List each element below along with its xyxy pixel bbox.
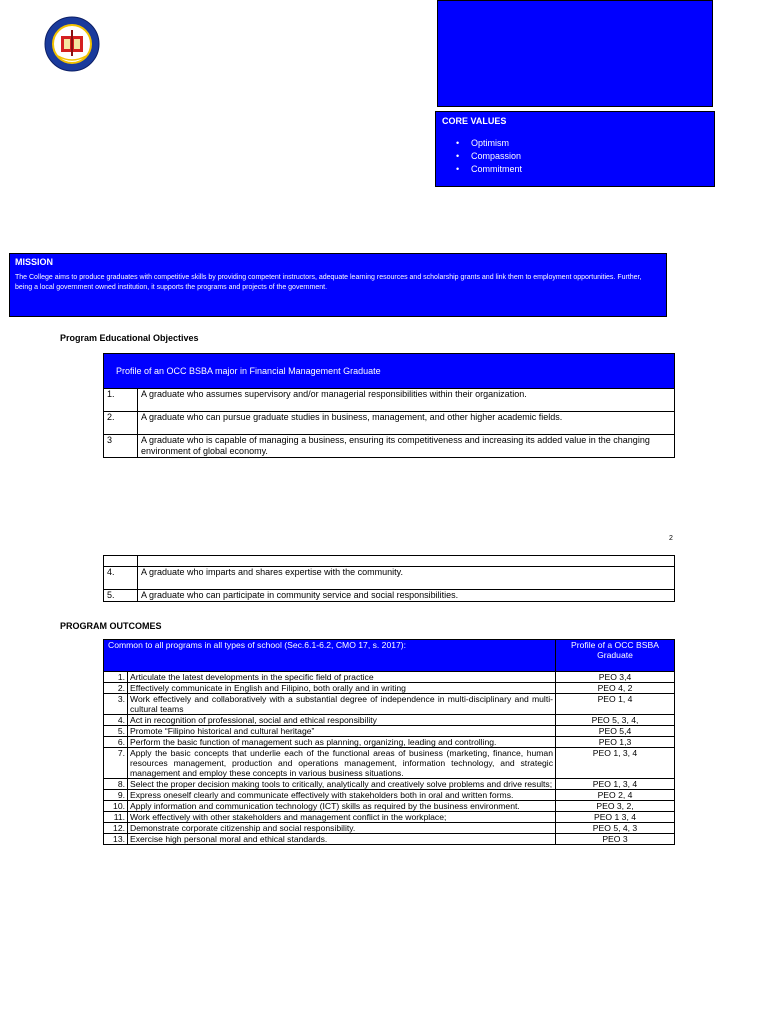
po-num: 9. [104, 790, 128, 801]
po-header-right: Profile of a OCC BSBA Graduate [556, 640, 675, 672]
po-header-left: Common to all programs in all types of school (Sec.6.1-6.2, CMO 17, s. 2017): [104, 640, 556, 672]
peo-num: 1. [104, 389, 138, 412]
po-text: Work effectively with other stakeholders and management conflict in the workplace; [128, 812, 556, 823]
peo-text [138, 556, 675, 567]
table-row [104, 683, 675, 694]
po-text: Perform the basic function of management such as planning, organizing, leading and controlling. [128, 737, 556, 748]
po-num: 1. [104, 672, 128, 683]
table-row [104, 435, 675, 458]
peo-table-header-row [104, 354, 675, 389]
po-text: Apply the basic concepts that underlie each of the functional areas of business (marketing, finance, human resources management, production and operations management, information technology, and strategic management and employ these concepts in various business situations. [128, 748, 556, 779]
mission-box [9, 253, 667, 317]
po-num: 3. [104, 694, 128, 715]
po-peo: PEO 5, 3, 4, [556, 715, 675, 726]
po-num: 4. [104, 715, 128, 726]
peo-text: A graduate who assumes supervisory and/or managerial responsibilities within their organization. [138, 389, 675, 412]
core-values-list [456, 137, 522, 176]
peo-continued-table [103, 555, 675, 602]
peo-text: A graduate who can pursue graduate studies in business, management, and other higher academic fields. [138, 412, 675, 435]
table-row [104, 567, 675, 590]
po-text: Promote “Filipino historical and cultural heritage” [128, 726, 556, 737]
header-blue-panel [437, 0, 713, 107]
po-peo: PEO 3,4 [556, 672, 675, 683]
peo-num: 2. [104, 412, 138, 435]
table-row [104, 823, 675, 834]
table-row [104, 779, 675, 790]
po-peo: PEO 1, 3, 4 [556, 779, 675, 790]
peo-text: A graduate who can participate in community service and social responsibilities. [138, 590, 675, 602]
table-row [104, 737, 675, 748]
college-seal-logo [44, 16, 100, 72]
table-row [104, 556, 675, 567]
program-outcomes-heading: PROGRAM OUTCOMES [60, 621, 162, 631]
po-num: 12. [104, 823, 128, 834]
po-num: 8. [104, 779, 128, 790]
po-text: Express oneself clearly and communicate effectively with stakeholders both in oral and written forms. [128, 790, 556, 801]
table-row [104, 812, 675, 823]
po-peo: PEO 1, 3, 4 [556, 748, 675, 779]
po-peo: PEO 5,4 [556, 726, 675, 737]
page-number: 2 [669, 535, 673, 542]
po-peo: PEO 2, 4 [556, 790, 675, 801]
peo-text: A graduate who imparts and shares expertise with the community. [138, 567, 675, 590]
po-num: 10. [104, 801, 128, 812]
po-peo: PEO 1, 4 [556, 694, 675, 715]
po-text: Apply information and communication technology (ICT) skills as required by the business environment. [128, 801, 556, 812]
peo-num: 5. [104, 590, 138, 602]
core-value-item: • Commitment [456, 163, 522, 176]
po-peo: PEO 4, 2 [556, 683, 675, 694]
core-value-item: • Compassion [456, 150, 522, 163]
po-num: 11. [104, 812, 128, 823]
table-row [104, 672, 675, 683]
po-peo: PEO 1 3, 4 [556, 812, 675, 823]
po-text: Work effectively and collaboratively with a substantial degree of independence in multi-disciplinary and multi-cultural teams [128, 694, 556, 715]
core-values-box [435, 111, 715, 187]
po-peo: PEO 5, 4, 3 [556, 823, 675, 834]
po-text: Select the proper decision making tools to critically, analytically and creatively solve problems and drive results; [128, 779, 556, 790]
table-row [104, 694, 675, 715]
po-num: 2. [104, 683, 128, 694]
table-row [104, 715, 675, 726]
po-num: 13. [104, 834, 128, 845]
peo-num [104, 556, 138, 567]
po-text: Effectively communicate in English and Filipino, both orally and in writing [128, 683, 556, 694]
peo-text: A graduate who is capable of managing a business, ensuring its competitiveness and increasing its added value in the changing environment of global economy. [138, 435, 675, 458]
po-peo: PEO 3 [556, 834, 675, 845]
peo-heading: Program Educational Objectives [60, 333, 199, 343]
po-text: Act in recognition of professional, social and ethical responsibility [128, 715, 556, 726]
mission-text: The College aims to produce graduates with competitive skills by providing competent instructors, adequate learning resources and scholarship grants and link them to employment opportunities. Further, being a local government owned institution, it supports the programs and projects of the government. [15, 274, 642, 291]
program-outcomes-table [103, 639, 675, 845]
peo-num: 3 [104, 435, 138, 458]
po-peo: PEO 1,3 [556, 737, 675, 748]
core-values-title: CORE VALUES [442, 116, 507, 126]
core-value-item: • Optimism [456, 137, 522, 150]
table-row [104, 801, 675, 812]
table-row [104, 389, 675, 412]
table-row [104, 726, 675, 737]
table-row [104, 790, 675, 801]
po-peo: PEO 3, 2, [556, 801, 675, 812]
peo-table [103, 353, 675, 458]
table-row [104, 834, 675, 845]
po-text: Articulate the latest developments in the specific field of practice [128, 672, 556, 683]
table-row [104, 412, 675, 435]
peo-table-header: Profile of an OCC BSBA major in Financial Management Graduate [104, 354, 675, 389]
table-row [104, 748, 675, 779]
po-text: Exercise high personal moral and ethical standards. [128, 834, 556, 845]
mission-title: MISSION [15, 257, 54, 267]
po-table-header-row [104, 640, 675, 672]
po-num: 7. [104, 748, 128, 779]
po-text: Demonstrate corporate citizenship and social responsibility. [128, 823, 556, 834]
po-num: 5. [104, 726, 128, 737]
table-row [104, 590, 675, 602]
po-num: 6. [104, 737, 128, 748]
peo-num: 4. [104, 567, 138, 590]
